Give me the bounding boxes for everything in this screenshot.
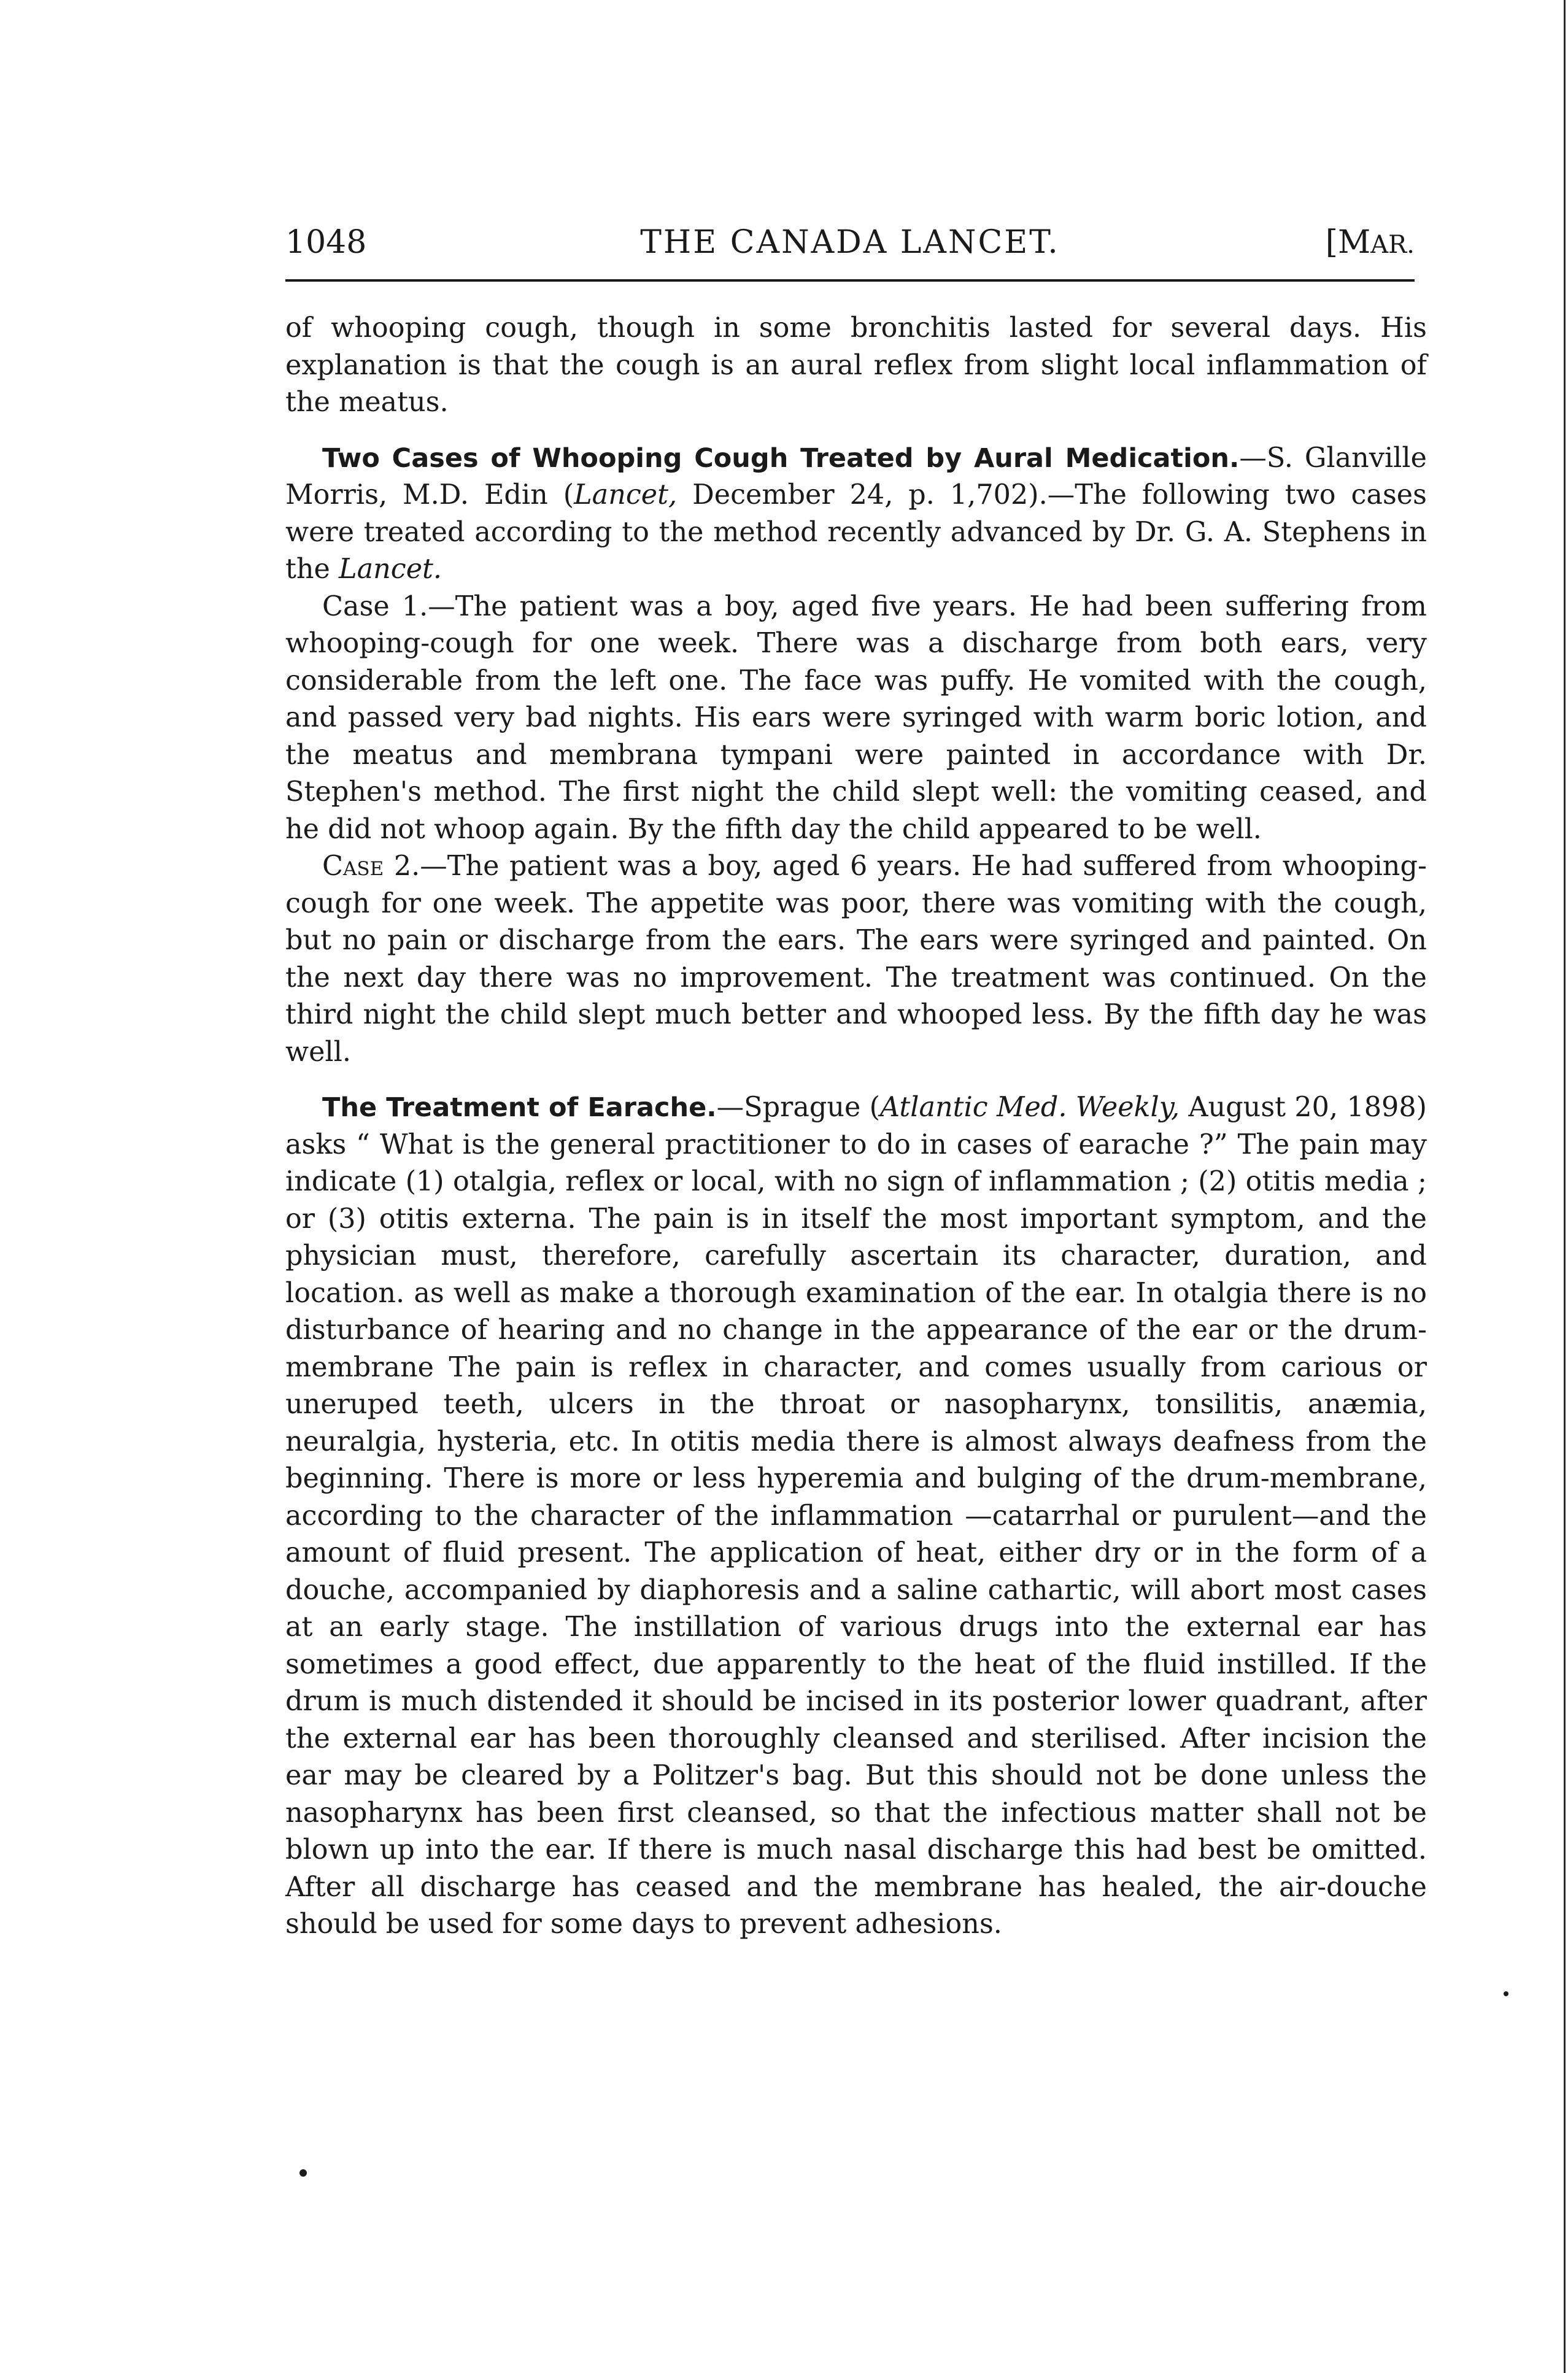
article2-body: August 20, 1898) asks “ What is the general practitioner to do in cases of earache ?” The pain may indicate (1) otalgia, reflex or local, with no sign of inflammation ; (2) otitis media ; or (3) otitis externa. The pain is in itself the most important symptom, and the physician must, therefore, carefully ascertain its character, duration, and location. as well as make a thorough examination of the ear. In otalgia there is no disturbance of hearing and no change in the appearance of the ear or the drum-membrane The pain is reflex in character, and comes usually from carious or uneruped teeth, ulcers in the throat or nasopharynx, tonsilitis, anæmia, neuralgia, hysteria, etc. In otitis media there is almost always deafness from the beginning. There is more or less hyperemia and bulging of the drum-membrane, according to the character of the inflammation —catarrhal or purulent—and the amount of fluid present. The application of heat, either dry or in the form of a douche, accompanied by diaphoresis and a saline cathartic, will abort most cases at an early stage. The instillation of various drugs into the external ear has sometimes a good effect, due apparently to the heat of the fluid instilled. If the drum is much distended it should be incised in its posterior lower quadrant, after the external ear has been thoroughly cleansed and sterilised. After incision the ear may be cleared by a Politzer's bag. But this should not be done unless the nasopharynx has been first cleansed, so that the infectious matter shall not be blown up into the ear. If there is much nasal discharge this had best be omitted. After all discharge has ceased and the membrane has healed, the air-douche should be used for some days to prevent adhesions. [285,1092,1427,1940]
continuation-paragraph: of whooping cough, though in some bronchitis lasted for several days. His explanation is that the cough is an aural reflex from slight local inflammation of the meatus. [285,312,1427,418]
ink-speck [299,2169,307,2177]
article1-byline-post: December 24, p. 1,702).—The following two cases were treated according to the method recently advanced by Dr. G. A. Stephens in the [285,479,1427,585]
article2-paragraph [285,1089,1427,1943]
page-number: 1048 [285,224,367,261]
article1-byline-source: Lancet, [574,479,678,511]
page-header [285,215,1415,282]
running-title: THE CANADA LANCET. [640,224,1060,261]
case1-paragraph: Case 1.—The patient was a boy, aged five years. He had been suffering from whooping-cough for one week. There was a discharge from both ears, very considerable from the left one. The face was puffy. He vomited with the cough, and passed very bad nights. His ears were syringed with warm boric lotion, and the meatus and membrana tympani were painted in accordance with Dr. Stephen's method. The first night the child slept well: the vomiting ceased, and he did not whoop again. By the fifth day the child appeared to be well. [285,590,1427,845]
article2-intro-source: Atlantic Med. Weekly, [879,1092,1180,1123]
article-body [285,310,1427,1943]
page-edge-line [1564,0,1566,2373]
article1-byline-pre: —S. Glanville Morris, M.D. Edin ( [285,442,1427,511]
article2-heading: The Treatment of Earache. [322,1092,717,1123]
issue-mark-rest: AR. [1370,231,1415,259]
article1-heading: Two Cases of Whooping Cough Treated by Aural Medication. [322,442,1240,474]
case2-paragraph [285,848,1427,1071]
article1-intro [285,440,1427,588]
article2-intro-pre: —Sprague ( [716,1092,880,1123]
issue-mark-bracket: [M [1325,224,1371,261]
issue-mark [1326,224,1415,261]
header-rule [285,279,1415,282]
ink-speck [1504,1991,1508,1996]
case2-label: Case 2. [322,851,420,882]
case2-text: —The patient was a boy, aged 6 years. He had suffered from whooping-cough for one week. The appetite was poor, there was vomiting with the cough, but no pain or discharge from the ears. The ears were syringed and painted. On the next day there was no improvement. The treatment was continued. On the third night the child slept much better and whooped less. By the fifth day he was well. [285,851,1427,1068]
article1-byline-ref: Lancet. [339,554,442,585]
